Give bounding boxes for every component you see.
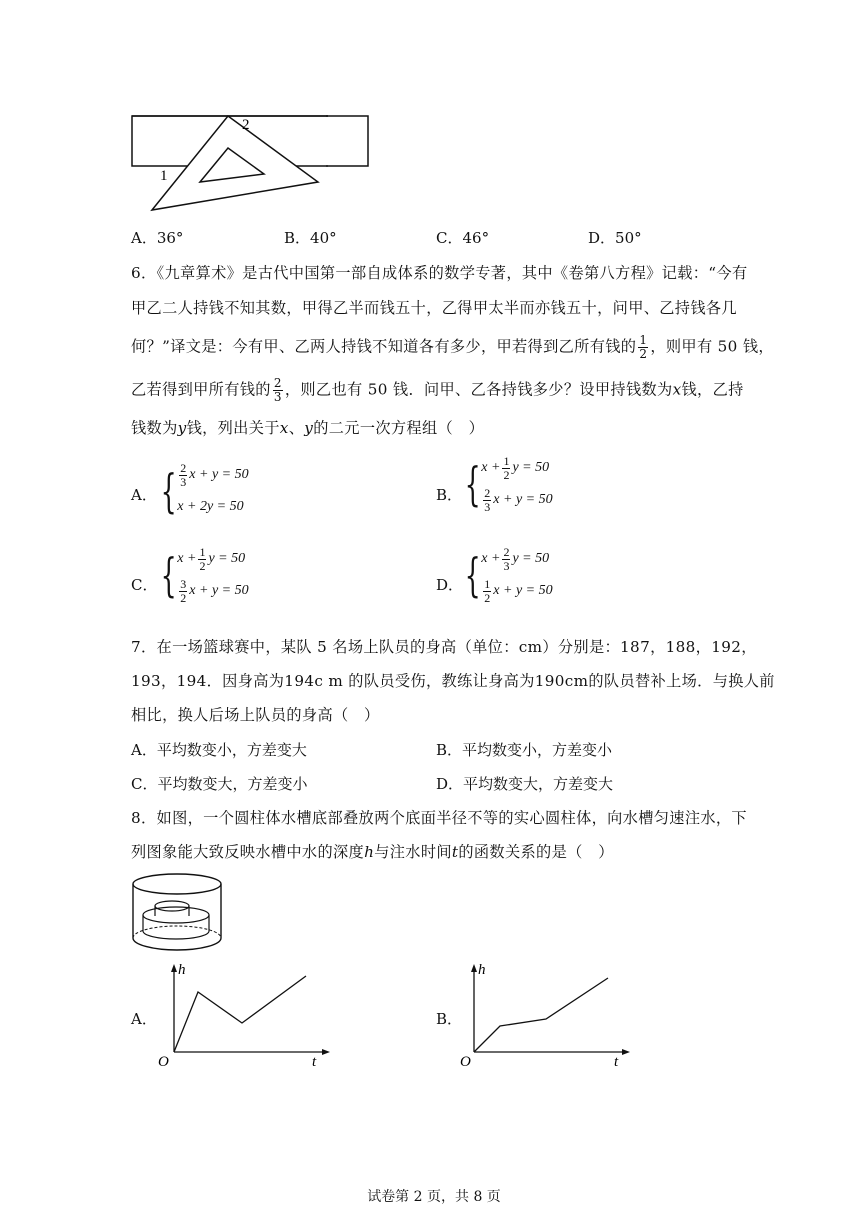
q6-line-5: 钱数为y钱，列出关于x、y的二元一次方程组（ ） <box>131 419 485 437</box>
q6-line-3: 何？”译文是：今有甲、乙两人持钱不知道各有多少，甲若得到乙所有钱的 $\frac{1}{2}$ ，则甲有 50 钱， <box>131 333 774 361</box>
ruler-right-part <box>326 114 372 168</box>
q6-option-b-system[interactable]: { x + $\frac{1}{2}$ y = 50 $\frac{2}{3}$ x + y = 50 <box>464 453 553 514</box>
q6-option-d-letter[interactable]: D． <box>436 576 464 594</box>
graph-b-x-arrow <box>622 1049 630 1055</box>
graph-a-y-label: h <box>178 962 186 978</box>
q6-option-c-system[interactable]: { x + $\frac{1}{2}$ y = 50 $\frac{3}{2}$ x + y = 50 <box>160 544 249 605</box>
q7-option-b[interactable]: B．平均数变小，方差变小 <box>436 741 613 759</box>
q5-option-a[interactable]: A．36° <box>131 229 184 247</box>
q6-option-c-letter[interactable]: C． <box>131 576 158 594</box>
angle-label-1: 1 <box>160 168 168 184</box>
q8-cylinder-figure <box>128 868 228 958</box>
graph-a-line <box>174 976 306 1052</box>
q7-option-c[interactable]: C．平均数变大，方差变小 <box>131 775 308 793</box>
q7-line-3: 相比，换人后场上队员的身高（ ） <box>131 706 380 724</box>
graph-a-x-label: t <box>312 1054 317 1070</box>
graph-b-y-label: h <box>478 962 486 978</box>
q6-line-1: 6．《九章算术》是古代中国第一部自成体系的数学专著，其中《卷第八方程》记载：“今有 <box>131 264 748 282</box>
q8-line-1: 8．如图，一个圆柱体水槽底部叠放两个底面半径不等的实心圆柱体，向水槽匀速注水，下 <box>131 809 747 827</box>
graph-b-line <box>474 978 608 1052</box>
q6-option-a-letter[interactable]: A． <box>131 486 157 504</box>
q6-line-4: 乙若得到甲所有钱的 $\frac{2}{3}$ ，则乙也有 50 钱．问甲、乙各持钱多少？设甲持钱数为x钱，乙持 <box>131 376 744 404</box>
q5-figure <box>128 110 328 216</box>
q8-graph-a[interactable] <box>150 960 335 1070</box>
q7-line-1: 7．在一场篮球赛中，某队 5 名场上队员的身高（单位：cm）分别是：187，188，192， <box>131 638 757 656</box>
graph-a-origin: O <box>158 1054 169 1070</box>
graph-b-origin: O <box>460 1054 471 1070</box>
q8-line-2: 列图象能大致反映水槽中水的深度h与注水时间t的函数关系的是（ ） <box>131 843 614 861</box>
q5-option-c[interactable]: C．46° <box>436 229 490 247</box>
q6-option-d-system[interactable]: { x + $\frac{2}{3}$ y = 50 $\frac{1}{2}$ x + y = 50 <box>464 544 553 605</box>
q5-option-b[interactable]: B．40° <box>284 229 337 247</box>
q8-option-a-letter[interactable]: A． <box>131 1010 157 1028</box>
graph-b-x-label: t <box>614 1054 619 1070</box>
q6-option-a-system[interactable]: { $\frac{2}{3}$ x + y = 50 x + 2y = 50 <box>160 460 249 518</box>
graph-a-y-arrow <box>171 964 177 972</box>
q5-option-d[interactable]: D．50° <box>588 229 642 247</box>
angle-label-2: 2 <box>242 117 250 133</box>
q6-option-b-letter[interactable]: B． <box>436 486 463 504</box>
q7-option-a[interactable]: A．平均数变小，方差变大 <box>131 741 307 759</box>
q6-fraction-two-thirds: $\frac{2}{3}$ <box>273 376 282 404</box>
page-footer: 试卷第 2 页，共 8 页 <box>367 1189 501 1205</box>
graph-a-x-arrow <box>322 1049 330 1055</box>
q7-line-2: 193，194．因身高为194c m 的队员受伤，教练让身高为190cm的队员替补上场．与换人前 <box>131 672 775 690</box>
q8-graph-b[interactable] <box>452 960 637 1070</box>
q7-option-d[interactable]: D．平均数变大，方差变大 <box>436 775 614 793</box>
q6-line-2: 甲乙二人持钱不知其数，甲得乙半而钱五十，乙得甲太半而亦钱五十，问甲、乙持钱各几 <box>131 299 737 317</box>
graph-b-y-arrow <box>471 964 477 972</box>
q8-option-b-letter[interactable]: B． <box>436 1010 463 1028</box>
q6-fraction-half: $\frac{1}{2}$ <box>639 333 648 361</box>
